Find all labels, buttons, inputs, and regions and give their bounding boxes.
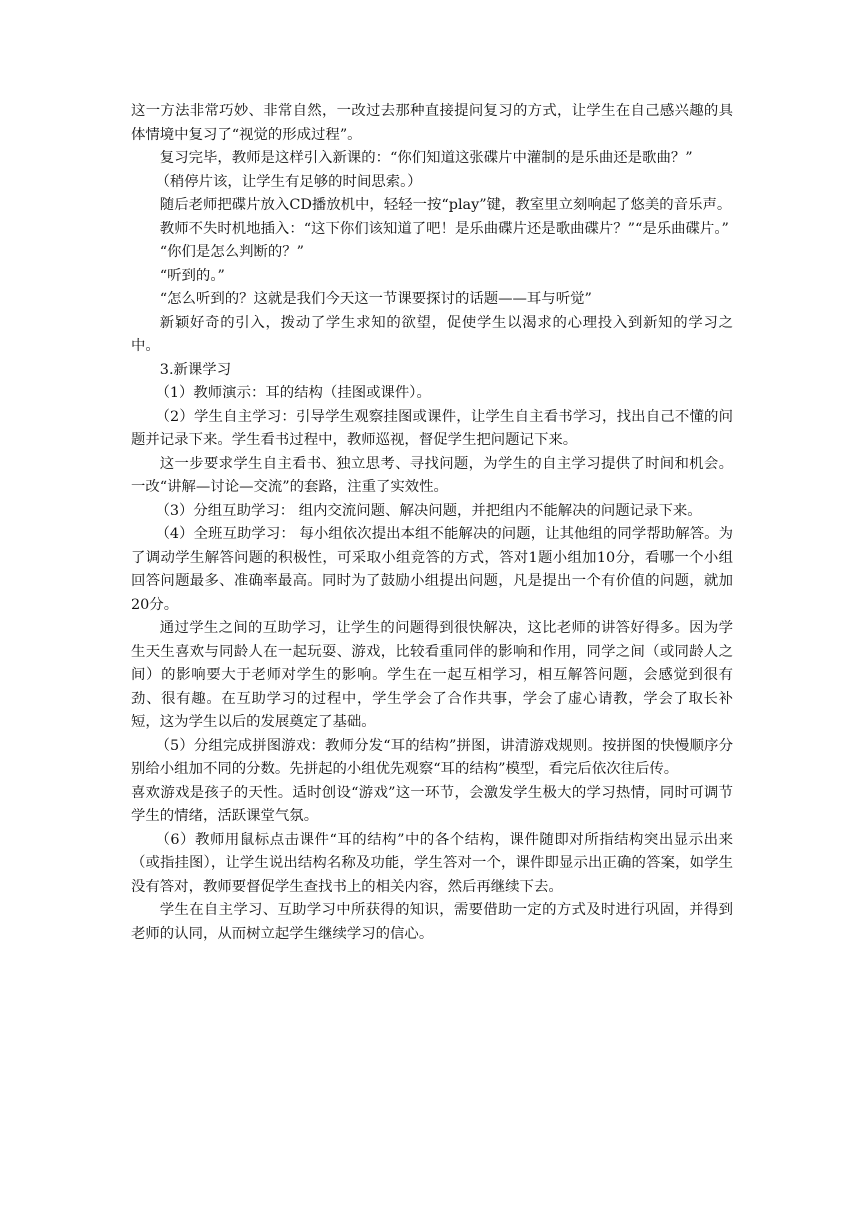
paragraph-2: 复习完毕，教师是这样引入新课的：“你们知道这张碟片中灌制的是乐曲还是歌曲？”	[159, 150, 693, 166]
document-page	[131, 100, 733, 946]
paragraph-7: “听到的。”	[159, 267, 225, 284]
paragraph-1: 这一方法非常巧妙、非常自然，一改过去那种直接提问复习的方式，让学生在自己感兴趣的具体情境中复习了“视觉的形成过程”。	[131, 103, 733, 143]
paragraph-13: 这一步要求学生自主看书、独立思考、寻找问题，为学生的自主学习提供了时间和机会。一改“讲解—讨论—交流”的套路，注重了实效性。	[131, 455, 733, 495]
paragraph-19: （6）教师用鼠标点击课件“耳的结构”中的各个结构，课件随即对所指结构突出显示出来（或指挂图），让学生说出结构名称及功能，学生答对一个，课件即显示出正确的答案，如学生没有答对，教师要督促学生查找书上的相关内容，然后再继续下去。	[131, 831, 733, 895]
paragraph-18: 喜欢游戏是孩子的天性。适时创设“游戏”这一环节，会激发学生极大的学习热情，同时可调节学生的情绪，活跃课堂气氛。	[131, 784, 733, 824]
paragraph-9: 新颖好奇的引入，拨动了学生求知的欲望，促使学生以渴求的心理投入到新知的学习之中。	[131, 314, 733, 354]
section-heading: 3.新课学习	[159, 361, 232, 378]
paragraph-15: （4）全班互助学习： 每小组依次提出本组不能解决的问题，让其他组的同学帮助解答。为了调动学生解答问题的积极性，可采取小组竞答的方式，答对1题小组加10分，看哪一个小组回答问题最多、准确率最高。同时为了鼓励小组提出问题，凡是提出一个有价值的问题，就加20分。	[131, 526, 733, 613]
paragraph-12: （2）学生自主学习：引导学生观察挂图或课件，让学生自主看书学习，找出自己不懂的问题并记录下来。学生看书过程中，教师巡视，督促学生把问题记下来。	[131, 408, 733, 448]
paragraph-4: 随后老师把碟片放入CD播放机中，轻轻一按“play”键，教室里立刻响起了悠美的音乐声。	[159, 197, 732, 213]
paragraph-20: 学生在自主学习、互助学习中所获得的知识，需要借助一定的方式及时进行巩固，并得到老师的认同，从而树立起学生继续学习的信心。	[131, 902, 733, 942]
paragraph-11: （1）教师演示：耳的结构（挂图或课件）。	[155, 385, 431, 401]
paragraph-14: （3）分组互助学习： 组内交流问题、解决问题，并把组内不能解决的问题记录下来。	[155, 502, 702, 519]
paragraph-16: 通过学生之间的互助学习，让学生的问题得到很快解决，这比老师的讲答好得多。因为学生天生喜欢与同龄人在一起玩耍、游戏，比较看重同伴的影响和作用，同学之间（或同龄人之间）的影响要大于老师对学生的影响。学生在一起互相学习，相互解答问题，会感觉到很有劲、很有趣。在互助学习的过程中，学生学会了合作共事，学会了虚心请教，学会了取长补短，这为学生以后的发展奠定了基础。	[131, 620, 733, 730]
paragraph-8: “怎么听到的？这就是我们今天这一节课要探讨的话题——耳与听觉”	[159, 291, 592, 307]
paragraph-5: 教师不失时机地插入：“这下你们该知道了吧！是乐曲碟片还是歌曲碟片？”“是乐曲碟片。”	[159, 220, 729, 237]
paragraph-6: “你们是怎么判断的？”	[159, 244, 305, 260]
paragraph-17: （5）分组完成拼图游戏：教师分发“耳的结构”拼图，讲清游戏规则。按拼图的快慢顺序分别给小组加不同的分数。先拼起的小组优先观察“耳的结构”模型，看完后依次往后传。	[131, 737, 733, 777]
paragraph-3: （稍停片该，让学生有足够的时间思索。）	[155, 173, 422, 190]
